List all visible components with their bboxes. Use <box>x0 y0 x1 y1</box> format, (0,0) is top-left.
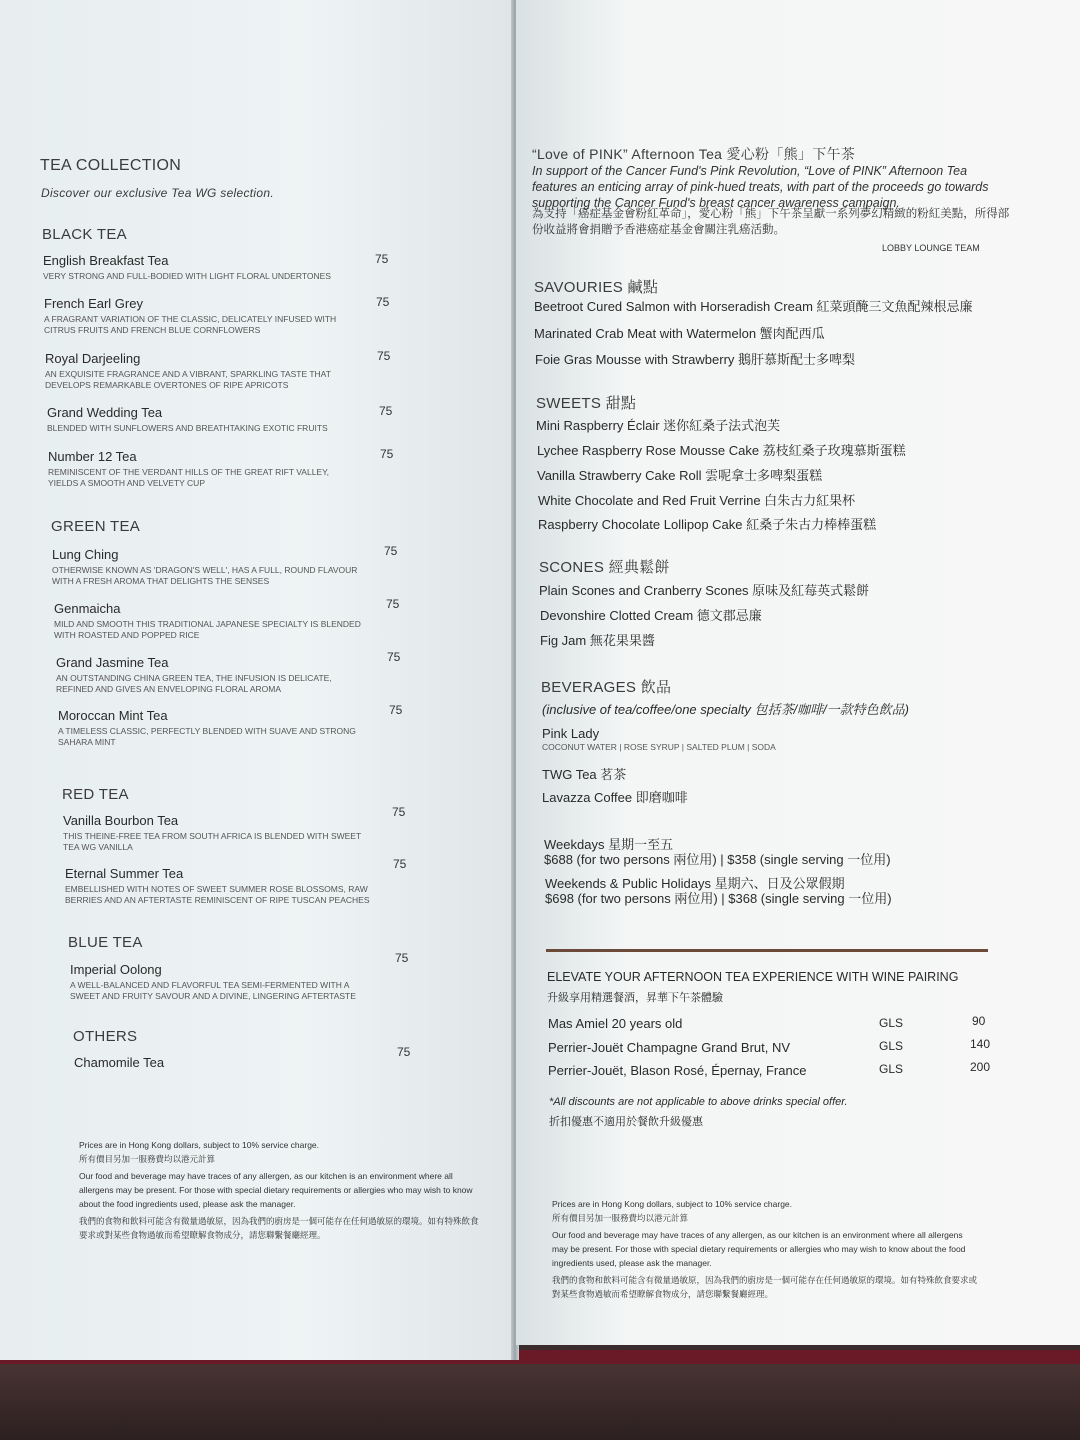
item-desc: THIS THEINE-FREE TEA FROM SOUTH AFRICA IS BLENDED WITH SWEET TEA WG VANILLA <box>63 831 362 852</box>
wine-item-price: 200 <box>970 1060 991 1074</box>
promo-description: In support of the Cancer Fund's Pink Revolution, “Love of PINK” Afternoon Tea features an enticing array of pink-hued treats, with part of the proceeds go towards supporting the Cancer Fund's breast cancer awareness campaign. <box>532 164 989 210</box>
item-price: 75 <box>380 447 394 461</box>
tea-collection-subtitle: Discover our exclusive Tea WG selection. <box>41 186 274 200</box>
sweets-title: SWEETS 甜點 <box>536 395 637 412</box>
item-name: Lung Ching <box>52 547 119 562</box>
item-desc: A WELL-BALANCED AND FLAVORFUL TEA SEMI-FERMENTED WITH A SWEET AND FRUITY SAVOUR AND A DIVINE, LINGERING AFTERTASTE <box>70 980 356 1001</box>
item-name: Grand Jasmine Tea <box>56 655 169 670</box>
item-name: English Breakfast Tea <box>43 253 169 268</box>
wine-item-name: Perrier-Jouët Champagne Grand Brut, NV <box>548 1040 791 1055</box>
sweet-item: Lychee Raspberry Rose Mousse Cake 荔枝紅桑子玫瑰慕斯蛋糕 <box>537 443 906 458</box>
beverages-title: BEVERAGES 飲品 <box>541 679 672 696</box>
savoury-item: Beetroot Cured Salmon with Horseradish Cream 紅菜頭醃三文魚配辣根忌廉 <box>534 299 973 314</box>
item-price: 75 <box>395 951 409 965</box>
item-desc: A FRAGRANT VARIATION OF THE CLASSIC, DELICATELY INFUSED WITH CITRUS FRUITS AND FRENCH BLUE CORNFLOWERS <box>44 314 337 335</box>
red-tea-title: RED TEA <box>62 786 129 803</box>
item-price: 75 <box>392 805 406 819</box>
item-price: 75 <box>389 703 403 717</box>
item-desc: OTHERWISE KNOWN AS 'DRAGON'S WELL', HAS A FULL, ROUND FLAVOUR WITH A FRESH AROMA THAT DELIGHTS THE SENSES <box>52 565 358 586</box>
footer-price-note-zh: 所有價目另加一服務費均以港元計算 <box>552 1213 689 1223</box>
menu-item <box>74 1055 164 1070</box>
item-desc: EMBELLISHED WITH NOTES OF SWEET SUMMER ROSE BLOSSOMS, RAW BERRIES AND AN AFTERTASTE REMINISCENT OF RIPE TUSCAN PEACHES <box>65 884 370 905</box>
wine-pairing-title: ELEVATE YOUR AFTERNOON TEA EXPERIENCE WITH WINE PAIRING <box>547 970 959 984</box>
item-desc: MILD AND SMOOTH THIS TRADITIONAL JAPANESE SPECIALTY IS BLENDED WITH ROASTED AND POPPED RICE <box>54 619 361 640</box>
item-price: 75 <box>384 544 398 558</box>
weekday-price: $688 (for two persons 兩位用) | $358 (single serving 一位用) <box>544 852 891 867</box>
item-price: 75 <box>386 597 400 611</box>
sweet-item: White Chocolate and Red Fruit Verrine 白朱古力紅果杯 <box>538 493 856 508</box>
menu-item <box>70 962 380 1002</box>
weekday-label: Weekdays 星期一至五 <box>544 837 674 852</box>
menu-item <box>48 449 358 489</box>
menu-item <box>44 296 354 336</box>
footer-price-note-zh: 所有價目另加一服務費均以港元計算 <box>79 1154 216 1164</box>
item-name: Grand Wedding Tea <box>47 405 163 420</box>
wine-item-unit: GLS <box>879 1016 904 1030</box>
scones-title: SCONES 經典鬆餅 <box>539 559 670 576</box>
menu-item <box>63 813 373 853</box>
item-name: Moroccan Mint Tea <box>58 708 168 723</box>
menu-item <box>56 655 366 695</box>
sweet-item: Raspberry Chocolate Lollipop Cake 紅桑子朱古力棒棒蛋糕 <box>538 517 877 532</box>
savoury-item: Marinated Crab Meat with Watermelon 蟹肉配西瓜 <box>534 326 825 341</box>
item-price: 75 <box>397 1045 411 1059</box>
footer-allergen-note: Our food and beverage may have traces of any allergen, as our kitchen is an environment where all allergens may be present. For those with special dietary requirements or allergies who may wish to know about the food ingredients used, please ask the manager. <box>79 1171 473 1209</box>
item-name: Imperial Oolong <box>70 962 162 977</box>
right-footer <box>552 1197 980 1301</box>
item-desc: BLENDED WITH SUNFLOWERS AND BREATHTAKING EXOTIC FRUITS <box>47 423 328 433</box>
item-price: 75 <box>377 349 391 363</box>
item-desc: REMINISCENT OF THE VERDANT HILLS OF THE GREAT RIFT VALLEY, YIELDS A SMOOTH AND VELVETY CUP <box>48 467 330 488</box>
right-page <box>516 0 1080 1345</box>
footer-price-note: Prices are in Hong Kong dollars, subject to 10% service charge. <box>552 1199 793 1209</box>
wine-item-name: Perrier-Jouët, Blason Rosé, Épernay, France <box>548 1063 807 1078</box>
item-name: Chamomile Tea <box>74 1055 165 1070</box>
item-name: Genmaicha <box>54 601 121 616</box>
table-surface <box>0 1360 1080 1440</box>
item-price: 75 <box>376 295 390 309</box>
tea-collection-title: TEA COLLECTION <box>40 157 182 174</box>
menu-item <box>58 708 368 748</box>
item-price: 75 <box>379 404 393 418</box>
scone-item: Fig Jam 無花果果醬 <box>540 633 655 648</box>
weekend-price: $698 (for two persons 兩位用) | $368 (single serving 一位用) <box>545 891 892 906</box>
wine-item-name: Mas Amiel 20 years old <box>548 1016 683 1031</box>
savoury-item: Foie Gras Mousse with Strawberry 鵝肝慕斯配士多啤梨 <box>535 352 856 367</box>
section-divider <box>546 949 988 952</box>
menu-item <box>47 405 357 434</box>
wine-pairing-title-zh: 升級享用精選餐酒，昇華下午茶體驗 <box>547 992 723 1004</box>
wine-item-unit: GLS <box>879 1039 904 1053</box>
wine-item-unit: GLS <box>879 1062 904 1076</box>
weekend-label: Weekends & Public Holidays 星期六、日及公眾假期 <box>545 876 845 891</box>
promo-description-zh: 為支持「癌症基金會粉紅革命」，愛心粉「熊」下午茶呈獻一系列夢幻精緻的粉紅美點，所得部份收益將會捐贈予香港癌症基金會關注乳癌活動。 <box>532 208 1010 236</box>
item-name: Vanilla Bourbon Tea <box>63 813 179 828</box>
menu-item <box>65 866 375 906</box>
wine-discount-note-zh: 折扣優惠不適用於餐飲升級優惠 <box>549 1116 703 1128</box>
item-price: 75 <box>393 857 407 871</box>
left-page <box>0 0 514 1360</box>
item-desc: VERY STRONG AND FULL-BODIED WITH LIGHT FLORAL UNDERTONES <box>43 271 331 281</box>
item-price: 75 <box>387 650 401 664</box>
item-desc: A TIMELESS CLASSIC, PERFECTLY BLENDED WITH SUAVE AND STRONG SAHARA MINT <box>58 726 356 747</box>
menu-item <box>54 601 364 641</box>
footer-allergen-note-zh: 我們的食物和飲料可能含有微量過敏原，因為我們的廚房是一個可能存在任何過敏原的環境。如有特殊飲食要求或對某些食物過敏而希望瞭解食物成分，請您聯繫餐廳經理。 <box>79 1216 479 1240</box>
promo-title: “Love of PINK” Afternoon Tea 愛心粉「熊」下午茶 <box>532 146 856 162</box>
item-desc: AN EXQUISITE FRAGRANCE AND A VIBRANT, SPARKLING TASTE THAT DEVELOPS REMARKABLE OVERTONES OF RIPE APRICOTS <box>45 369 331 390</box>
scone-item: Devonshire Clotted Cream 德文郡忌廉 <box>540 608 762 623</box>
menu-item <box>45 351 355 391</box>
sweet-item: Vanilla Strawberry Cake Roll 雲呢拿士多啤梨蛋糕 <box>537 468 823 483</box>
wine-item-price: 140 <box>970 1037 991 1051</box>
menu-item <box>52 547 362 587</box>
menu-item <box>43 253 353 282</box>
beverage-pink-lady: Pink Lady <box>542 726 600 741</box>
beverages-note: (inclusive of tea/coffee/one specialty 包括茶/咖啡/一款特色飲品) <box>542 702 910 717</box>
beverage-lavazza: Lavazza Coffee 即磨咖啡 <box>542 790 688 805</box>
item-name: Royal Darjeeling <box>45 351 141 366</box>
left-footer <box>79 1138 484 1242</box>
blue-tea-title: BLUE TEA <box>68 934 143 951</box>
footer-price-note: Prices are in Hong Kong dollars, subject to 10% service charge. <box>79 1140 320 1150</box>
item-desc: AN OUTSTANDING CHINA GREEN TEA, THE INFUSION IS DELICATE, REFINED AND GIVES AN ENVELOPING FLORAL AROMA <box>56 673 332 694</box>
pink-lady-ingredients: COCONUT WATER | ROSE SYRUP | SALTED PLUM | SODA <box>542 742 776 752</box>
black-tea-title: BLACK TEA <box>42 226 127 243</box>
item-price: 75 <box>375 252 389 266</box>
footer-allergen-note-zh: 我們的食物和飲料可能含有微量過敏原，因為我們的廚房是一個可能存在任何過敏原的環境。如有特殊飲食要求或對某些食物過敏而希望瞭解食物成分，請您聯繫餐廳經理。 <box>552 1275 978 1299</box>
beverage-twg-tea: TWG Tea 茗茶 <box>542 767 627 782</box>
lobby-lounge-team: LOBBY LOUNGE TEAM <box>882 243 980 253</box>
others-title: OTHERS <box>73 1028 138 1045</box>
scone-item: Plain Scones and Cranberry Scones 原味及紅莓英式鬆餅 <box>539 583 870 598</box>
item-name: Eternal Summer Tea <box>65 866 184 881</box>
savouries-title: SAVOURIES 鹹點 <box>534 279 659 296</box>
sweet-item: Mini Raspberry Éclair 迷你紅桑子法式泡芙 <box>536 418 781 433</box>
green-tea-title: GREEN TEA <box>51 518 141 535</box>
footer-allergen-note: Our food and beverage may have traces of any allergen, as our kitchen is an environment where all allergens may be present. For those with special dietary requirements or allergies who may wish to know about the food ingredients used, please ask the manager. <box>552 1230 966 1268</box>
item-name: Number 12 Tea <box>48 449 137 464</box>
wine-discount-note: *All discounts are not applicable to above drinks special offer. <box>549 1096 848 1108</box>
item-name: French Earl Grey <box>44 296 143 311</box>
wine-item-price: 90 <box>972 1014 986 1028</box>
